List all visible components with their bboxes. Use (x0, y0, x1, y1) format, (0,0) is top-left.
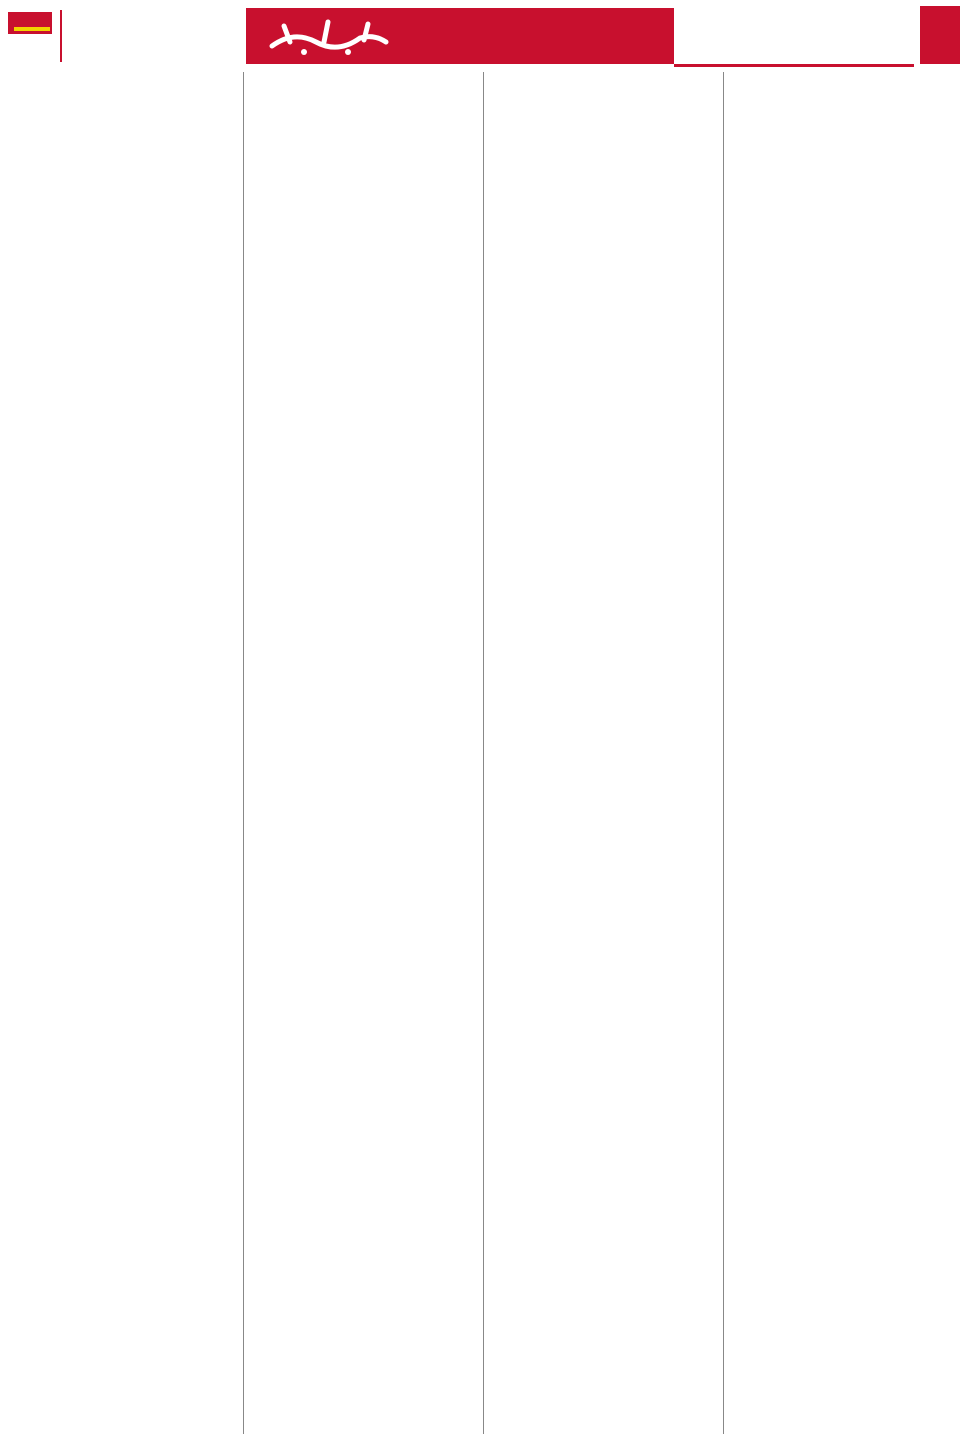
newspaper-logo (264, 12, 394, 60)
issue-year (66, 10, 160, 32)
issue-info (60, 10, 160, 62)
date-hijri-gregorian (678, 36, 914, 58)
date-persian (678, 14, 914, 36)
column-1 (728, 72, 960, 1434)
column-4 (6, 72, 240, 1434)
logo-underline-bar (14, 27, 50, 31)
newspaper-page (6, 6, 960, 1434)
issue-number (66, 32, 160, 54)
page-number (920, 6, 960, 64)
column-2 (488, 72, 720, 1434)
newspaper-small-logo-mark (8, 12, 52, 34)
date-block (674, 8, 914, 67)
newspaper-logo-mark (264, 12, 394, 60)
ads-columns (6, 72, 960, 1434)
section-banner (246, 8, 674, 64)
newspaper-small-logo (6, 8, 56, 64)
page-header (6, 6, 960, 68)
column-3 (248, 72, 480, 1434)
